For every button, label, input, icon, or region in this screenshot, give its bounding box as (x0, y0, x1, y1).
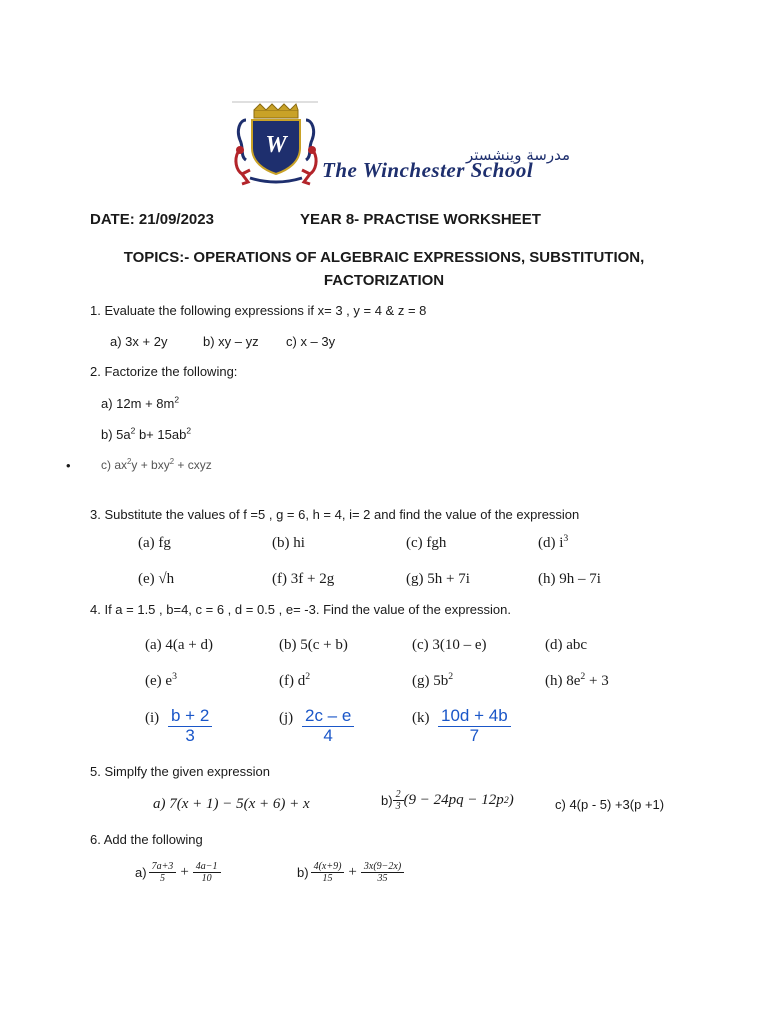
question-3-prompt: 3. Substitute the values of f =5 , g = 6, h = 4, i= 2 and find the value of the expression (90, 507, 580, 522)
q5-part-a: a) 7(x + 1) − 5(x + 6) + x (153, 796, 310, 812)
q4-part-j-fraction (302, 707, 354, 745)
q2-part-b: b) $5a^2$ $b+ 15ab^2$ (101, 425, 192, 442)
topics-heading (0, 246, 768, 292)
q3-part-a: (a) fg (138, 535, 171, 551)
q4-part-f: (f) $d^2$ (279, 671, 311, 689)
q3-part-c: (c) fgh (406, 535, 447, 551)
worksheet-title: YEAR 8- PRACTISE WORKSHEET (300, 211, 541, 228)
q3-part-g: (g) 5h + 7i (406, 571, 470, 587)
q4-part-c: (c) 3(10 – e) (412, 637, 487, 653)
svg-text:W: W (265, 132, 287, 158)
q3-part-b: (b) hi (272, 535, 305, 551)
school-name-arabic: مدرسة وينشستر (465, 146, 570, 164)
q4-part-j-label: (j) (279, 710, 294, 726)
q6-a-fraction-1: $\frac{7a+3}{5}$ (149, 861, 177, 884)
q4-part-i-label: (i) (145, 710, 160, 726)
bullet-point: • (66, 458, 71, 473)
q1-part-b: b) xy – yz (203, 334, 259, 349)
q4-part-h: (h) $8e^2 + 3$ (545, 671, 609, 689)
question-5-prompt: 5. Simplfy the given expression (90, 764, 270, 779)
q3-part-h: (h) 9h – 7i (538, 571, 601, 587)
q6-a-fraction-2: $\frac{4a-1}{10}$ (193, 861, 221, 884)
q5-b-fraction: $\frac{2}{3}$ (393, 789, 404, 812)
q6-b-fraction-1: $\frac{4(x+9)}{15}$ (311, 861, 345, 884)
school-name: The Winchester School (322, 158, 534, 182)
q4-j-numerator: 2c – e (302, 707, 354, 727)
q3-part-e: (e) √h (138, 571, 175, 587)
q1-part-a: a) 3x + 2y (110, 334, 168, 349)
q4-k-numerator: 10d + 4b (438, 707, 511, 727)
q4-part-k-label: (k) (412, 710, 430, 726)
question-1-prompt: 1. Evaluate the following expressions if x= 3 , y = 4 & z = 8 (90, 303, 427, 318)
school-crest-icon (230, 100, 322, 188)
q4-i-numerator: b + 2 (168, 707, 212, 727)
q4-part-i-fraction (168, 707, 212, 745)
q2-part-a: a) $12m + 8m^2$ (101, 394, 180, 411)
q1-part-c: c) x – 3y (286, 334, 336, 349)
q5-b-label: b) (381, 793, 393, 808)
q6-part-b: b) $\frac{4(x+9)}{15}$ + $\frac{3x(9-2x)}{35}$ (297, 861, 404, 884)
q4-k-denominator: 7 (469, 725, 480, 745)
q4-j-denominator: 4 (323, 725, 333, 745)
worksheet-date: DATE: 21/09/2023 (90, 211, 214, 228)
question-4-prompt: 4. If a = 1.5 , b=4, c = 6 , d = 0.5 , e= -3. Find the value of the expression. (90, 602, 511, 617)
school-logo (230, 100, 580, 190)
q4-part-g: (g) $5b^2$ (412, 671, 454, 689)
question-2-prompt: 2. Factorize the following: (90, 364, 238, 379)
q6-b-fraction-2: $\frac{3x(9-2x)}{35}$ (361, 861, 404, 884)
q5-part-b: b) $\frac{2}{3}$ (9 − 24pq − 12p 2 ) (381, 789, 514, 812)
q3-part-f: (f) 3f + 2g (272, 571, 335, 587)
q4-part-b: (b) 5(c + b) (279, 637, 348, 653)
q4-part-a: (a) 4(a + d) (145, 637, 214, 653)
question-6-prompt: 6. Add the following (90, 832, 203, 847)
q5-part-c: c) 4(p - 5) +3(p +1) (555, 797, 665, 812)
q2-part-c: c) $ax^2y + bxy^2$ + cxyz (101, 457, 212, 472)
q3-part-d: (d) $i^3$ (538, 533, 569, 551)
topics-line-1: TOPICS:- OPERATIONS OF ALGEBRAIC EXPRESSIONS, SUBSTITUTION, (123, 249, 645, 266)
q4-i-denominator: 3 (185, 725, 195, 745)
q4-part-e: (e) $e^3$ (145, 671, 177, 689)
q4-part-k-fraction (438, 707, 511, 745)
q6-part-a: a) $\frac{7a+3}{5}$ + $\frac{4a-1}{10}$ (135, 861, 221, 884)
q4-part-d: (d) abc (545, 637, 588, 653)
topics-line-2: FACTORIZATION (323, 272, 445, 289)
